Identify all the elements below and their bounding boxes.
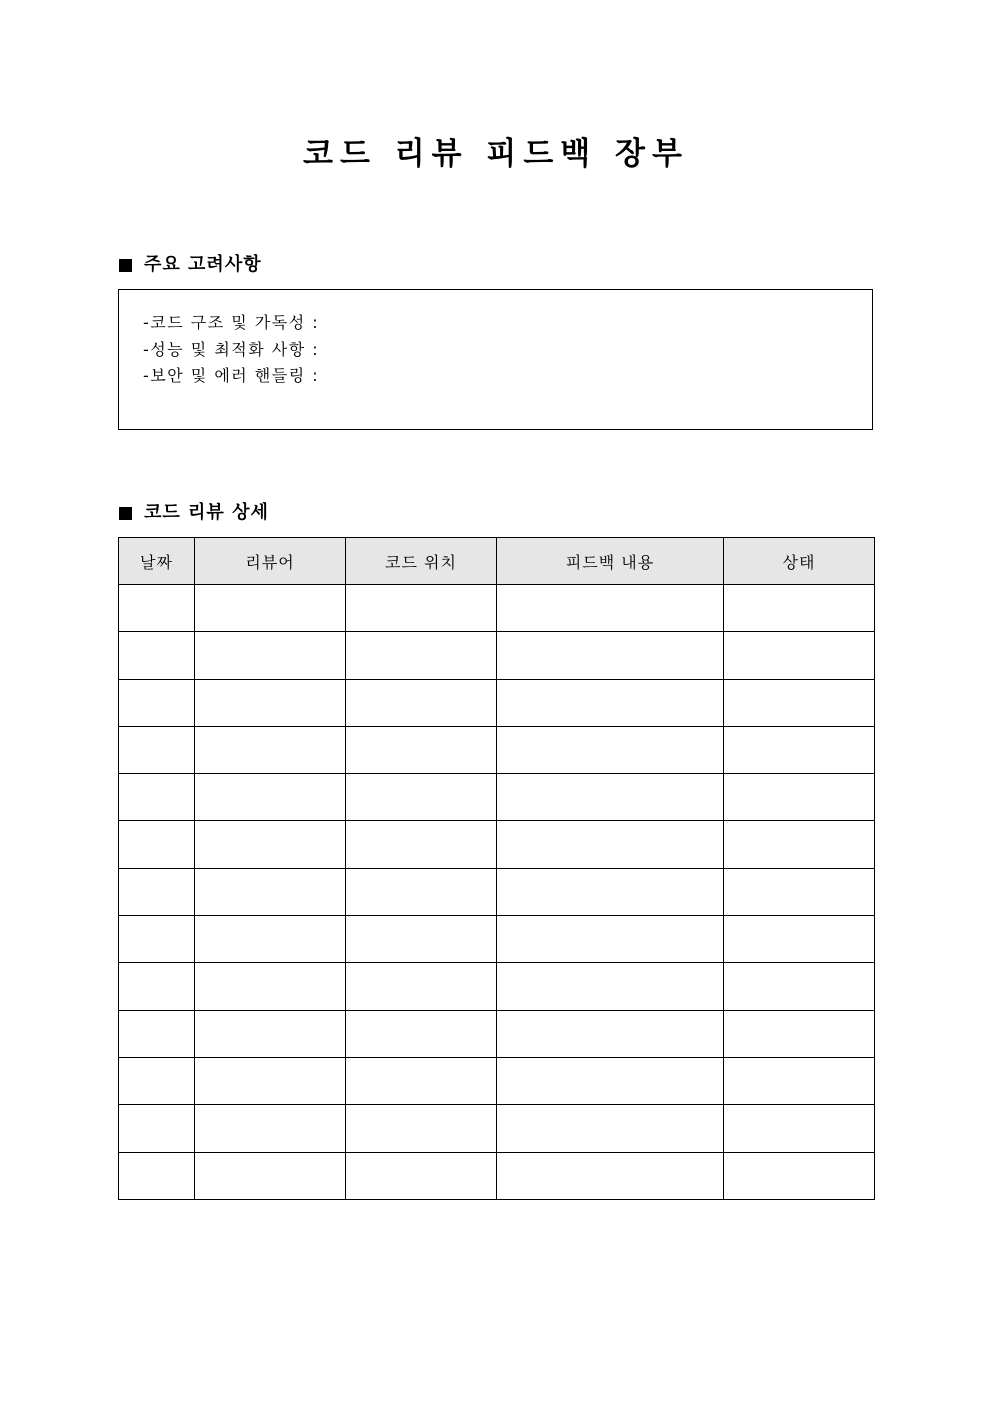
status-cell[interactable]	[724, 963, 875, 1010]
feedback-cell[interactable]	[497, 916, 724, 963]
code-location-cell[interactable]	[346, 585, 497, 632]
consideration-code-structure[interactable]: -코드 구조 및 가독성 :	[143, 313, 320, 332]
date-cell[interactable]	[119, 1010, 195, 1057]
column-header-feedback: 피드백 내용	[497, 538, 724, 585]
status-cell[interactable]	[724, 916, 875, 963]
code-location-cell[interactable]	[346, 963, 497, 1010]
review-details-heading-label: 코드 리뷰 상세	[144, 502, 269, 523]
feedback-cell[interactable]	[497, 585, 724, 632]
status-cell[interactable]	[724, 1010, 875, 1057]
table-header-row	[119, 538, 875, 585]
reviewer-cell[interactable]	[195, 1152, 346, 1199]
feedback-cell[interactable]	[497, 632, 724, 679]
feedback-cell[interactable]	[497, 1010, 724, 1057]
reviewer-cell[interactable]	[195, 726, 346, 773]
status-cell[interactable]	[724, 585, 875, 632]
column-header-status: 상태	[724, 538, 875, 585]
table-row	[119, 726, 875, 773]
reviewer-cell[interactable]	[195, 1057, 346, 1104]
reviewer-cell[interactable]	[195, 1010, 346, 1057]
table-row	[119, 632, 875, 679]
table-row	[119, 1057, 875, 1104]
date-cell[interactable]	[119, 679, 195, 726]
table-row	[119, 585, 875, 632]
consideration-security[interactable]: -보안 및 에러 핸들링 :	[143, 366, 320, 385]
considerations-box	[118, 289, 873, 430]
date-cell[interactable]	[119, 1057, 195, 1104]
date-cell[interactable]	[119, 726, 195, 773]
code-location-cell[interactable]	[346, 916, 497, 963]
date-cell[interactable]	[119, 1152, 195, 1199]
date-cell[interactable]	[119, 868, 195, 915]
code-location-cell[interactable]	[346, 821, 497, 868]
reviewer-cell[interactable]	[195, 679, 346, 726]
reviewer-cell[interactable]	[195, 963, 346, 1010]
status-cell[interactable]	[724, 868, 875, 915]
feedback-cell[interactable]	[497, 1152, 724, 1199]
table-row	[119, 868, 875, 915]
status-cell[interactable]	[724, 821, 875, 868]
code-location-cell[interactable]	[346, 774, 497, 821]
date-cell[interactable]	[119, 821, 195, 868]
reviewer-cell[interactable]	[195, 632, 346, 679]
code-location-cell[interactable]	[346, 632, 497, 679]
feedback-cell[interactable]	[497, 774, 724, 821]
consideration-performance[interactable]: -성능 및 최적화 사항 :	[143, 339, 320, 359]
table-row	[119, 1105, 875, 1152]
column-header-date: 날짜	[119, 538, 195, 585]
page-title: 코드 리뷰 피드백 장부	[303, 136, 689, 172]
table-row	[119, 963, 875, 1010]
feedback-cell[interactable]	[497, 868, 724, 915]
date-cell[interactable]	[119, 774, 195, 821]
date-cell[interactable]	[119, 1105, 195, 1152]
considerations-heading	[119, 253, 262, 277]
code-location-cell[interactable]	[346, 726, 497, 773]
code-location-cell[interactable]	[346, 1057, 497, 1104]
feedback-cell[interactable]	[497, 1057, 724, 1104]
code-location-cell[interactable]	[346, 1105, 497, 1152]
status-cell[interactable]	[724, 632, 875, 679]
square-bullet-icon	[119, 259, 132, 272]
feedback-cell[interactable]	[497, 963, 724, 1010]
table-row	[119, 774, 875, 821]
table-row	[119, 1152, 875, 1199]
reviewer-cell[interactable]	[195, 916, 346, 963]
date-cell[interactable]	[119, 916, 195, 963]
status-cell[interactable]	[724, 1057, 875, 1104]
date-cell[interactable]	[119, 632, 195, 679]
reviewer-cell[interactable]	[195, 585, 346, 632]
date-cell[interactable]	[119, 585, 195, 632]
table-row	[119, 821, 875, 868]
review-details-heading	[119, 501, 269, 525]
reviewer-cell[interactable]	[195, 1105, 346, 1152]
feedback-cell[interactable]	[497, 679, 724, 726]
considerations-heading-label: 주요 고려사항	[144, 254, 262, 275]
status-cell[interactable]	[724, 774, 875, 821]
status-cell[interactable]	[724, 1152, 875, 1199]
feedback-cell[interactable]	[497, 726, 724, 773]
square-bullet-icon	[119, 507, 132, 520]
table-row	[119, 916, 875, 963]
feedback-cell[interactable]	[497, 1105, 724, 1152]
column-header-code-location: 코드 위치	[346, 538, 497, 585]
table-row	[119, 1010, 875, 1057]
code-location-cell[interactable]	[346, 679, 497, 726]
status-cell[interactable]	[724, 726, 875, 773]
date-cell[interactable]	[119, 963, 195, 1010]
reviewer-cell[interactable]	[195, 774, 346, 821]
feedback-cell[interactable]	[497, 821, 724, 868]
table-row	[119, 679, 875, 726]
code-location-cell[interactable]	[346, 1010, 497, 1057]
reviewer-cell[interactable]	[195, 821, 346, 868]
status-cell[interactable]	[724, 1105, 875, 1152]
code-location-cell[interactable]	[346, 868, 497, 915]
column-header-reviewer: 리뷰어	[195, 538, 346, 585]
code-location-cell[interactable]	[346, 1152, 497, 1199]
status-cell[interactable]	[724, 679, 875, 726]
review-table	[118, 537, 875, 1200]
review-table-body	[119, 585, 875, 1200]
reviewer-cell[interactable]	[195, 868, 346, 915]
